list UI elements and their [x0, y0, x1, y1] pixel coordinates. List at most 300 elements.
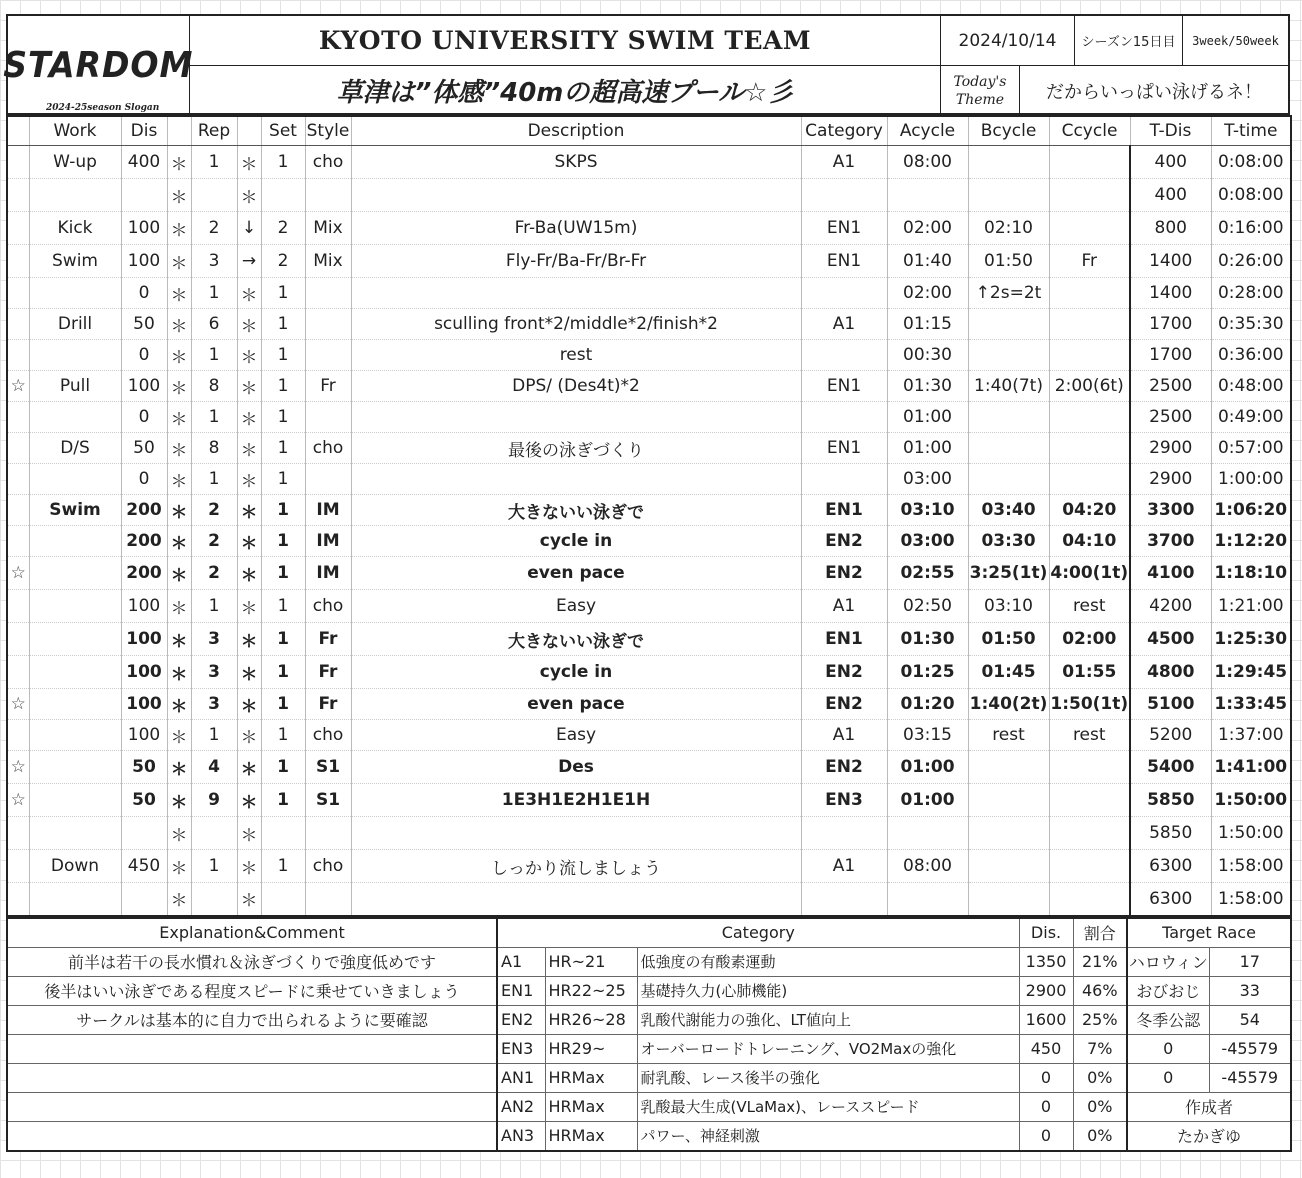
- total-distance-cell[interactable]: 3700: [1130, 526, 1211, 557]
- ccycle-cell[interactable]: [1049, 179, 1130, 212]
- work-cell[interactable]: Pull: [29, 371, 121, 402]
- style-cell[interactable]: S1: [305, 751, 351, 784]
- acycle-cell[interactable]: 01:00: [887, 784, 968, 817]
- dis-cell[interactable]: 100: [121, 212, 167, 245]
- work-cell[interactable]: [29, 557, 121, 590]
- acycle-cell[interactable]: [887, 817, 968, 850]
- style-cell[interactable]: cho: [305, 146, 351, 179]
- ccycle-cell[interactable]: rest: [1049, 720, 1130, 751]
- ccycle-cell[interactable]: 1:50(1t): [1049, 689, 1130, 720]
- description-cell[interactable]: [351, 402, 801, 433]
- bcycle-cell[interactable]: 01:45: [968, 656, 1049, 689]
- total-time-cell[interactable]: 1:33:45: [1211, 689, 1291, 720]
- work-cell[interactable]: [29, 526, 121, 557]
- acycle-cell[interactable]: 02:55: [887, 557, 968, 590]
- category-hr[interactable]: HR26~28: [545, 1005, 637, 1034]
- dis-cell[interactable]: 100: [121, 371, 167, 402]
- category-cell[interactable]: [801, 817, 887, 850]
- dis-cell[interactable]: 0: [121, 464, 167, 495]
- category-ratio[interactable]: 46%: [1073, 976, 1127, 1005]
- total-distance-cell[interactable]: 5850: [1130, 817, 1211, 850]
- work-cell[interactable]: [29, 751, 121, 784]
- rep-cell[interactable]: 3: [191, 656, 237, 689]
- description-cell[interactable]: [351, 278, 801, 309]
- work-cell[interactable]: Swim: [29, 245, 121, 278]
- dis-cell[interactable]: 0: [121, 340, 167, 371]
- total-distance-cell[interactable]: 1400: [1130, 245, 1211, 278]
- category-cell[interactable]: [801, 278, 887, 309]
- bcycle-cell[interactable]: 02:10: [968, 212, 1049, 245]
- dis-cell[interactable]: [121, 817, 167, 850]
- ccycle-cell[interactable]: [1049, 433, 1130, 464]
- description-cell[interactable]: 大きないい泳ぎで: [351, 623, 801, 656]
- bcycle-cell[interactable]: 1:40(2t): [968, 689, 1049, 720]
- category-cell[interactable]: EN3: [801, 784, 887, 817]
- col-set[interactable]: Set: [261, 116, 305, 146]
- bcycle-cell[interactable]: [968, 817, 1049, 850]
- set-cell[interactable]: 1: [261, 751, 305, 784]
- explanation-line[interactable]: [7, 1063, 497, 1092]
- ccycle-cell[interactable]: [1049, 883, 1130, 916]
- work-cell[interactable]: D/S: [29, 433, 121, 464]
- total-time-cell[interactable]: 0:57:00: [1211, 433, 1291, 464]
- style-cell[interactable]: [305, 278, 351, 309]
- total-time-cell[interactable]: 1:29:45: [1211, 656, 1291, 689]
- description-cell[interactable]: cycle in: [351, 656, 801, 689]
- ccycle-cell[interactable]: [1049, 850, 1130, 883]
- total-distance-cell[interactable]: 800: [1130, 212, 1211, 245]
- category-cell[interactable]: EN2: [801, 656, 887, 689]
- explanation-line[interactable]: [7, 1034, 497, 1063]
- dis-cell[interactable]: 100: [121, 245, 167, 278]
- dis-cell[interactable]: 100: [121, 656, 167, 689]
- category-cell[interactable]: [801, 883, 887, 916]
- rep-cell[interactable]: 3: [191, 623, 237, 656]
- rep-cell[interactable]: 8: [191, 371, 237, 402]
- race-name[interactable]: 0: [1127, 1034, 1209, 1063]
- category-code[interactable]: EN3: [497, 1034, 545, 1063]
- set-cell[interactable]: 1: [261, 433, 305, 464]
- category-hr[interactable]: HRMax: [545, 1121, 637, 1151]
- total-distance-cell[interactable]: 6300: [1130, 883, 1211, 916]
- total-time-cell[interactable]: 1:58:00: [1211, 850, 1291, 883]
- category-description[interactable]: 乳酸代謝能力の強化、LT値向上: [637, 1005, 1019, 1034]
- total-distance-cell[interactable]: 4100: [1130, 557, 1211, 590]
- acycle-cell[interactable]: 02:00: [887, 212, 968, 245]
- style-cell[interactable]: Fr: [305, 656, 351, 689]
- ccycle-cell[interactable]: [1049, 402, 1130, 433]
- total-distance-cell[interactable]: 2900: [1130, 433, 1211, 464]
- ccycle-cell[interactable]: 04:20: [1049, 495, 1130, 526]
- total-time-cell[interactable]: 0:08:00: [1211, 146, 1291, 179]
- set-cell[interactable]: 2: [261, 245, 305, 278]
- bcycle-cell[interactable]: 03:40: [968, 495, 1049, 526]
- description-cell[interactable]: [351, 464, 801, 495]
- rep-cell[interactable]: 3: [191, 689, 237, 720]
- category-cell[interactable]: EN1: [801, 245, 887, 278]
- race-days-left[interactable]: -45579: [1209, 1034, 1291, 1063]
- work-cell[interactable]: Kick: [29, 212, 121, 245]
- rep-cell[interactable]: 4: [191, 751, 237, 784]
- style-cell[interactable]: [305, 179, 351, 212]
- category-distance[interactable]: 0: [1019, 1121, 1073, 1151]
- bcycle-cell[interactable]: 1:40(7t): [968, 371, 1049, 402]
- col-tdis[interactable]: T-Dis: [1130, 116, 1211, 146]
- category-cell[interactable]: EN2: [801, 751, 887, 784]
- category-code[interactable]: AN2: [497, 1092, 545, 1121]
- category-cell[interactable]: EN2: [801, 689, 887, 720]
- category-cell[interactable]: [801, 340, 887, 371]
- category-cell[interactable]: [801, 179, 887, 212]
- style-cell[interactable]: [305, 883, 351, 916]
- work-cell[interactable]: [29, 689, 121, 720]
- description-cell[interactable]: rest: [351, 340, 801, 371]
- total-time-cell[interactable]: 0:48:00: [1211, 371, 1291, 402]
- category-ratio[interactable]: 0%: [1073, 1121, 1127, 1151]
- bcycle-cell[interactable]: [968, 340, 1049, 371]
- dis-cell[interactable]: 200: [121, 526, 167, 557]
- total-time-cell[interactable]: 1:00:00: [1211, 464, 1291, 495]
- style-cell[interactable]: Fr: [305, 689, 351, 720]
- style-cell[interactable]: cho: [305, 850, 351, 883]
- description-cell[interactable]: Fr-Ba(UW15m): [351, 212, 801, 245]
- rep-cell[interactable]: [191, 883, 237, 916]
- set-cell[interactable]: [261, 883, 305, 916]
- description-cell[interactable]: [351, 179, 801, 212]
- work-cell[interactable]: Swim: [29, 495, 121, 526]
- category-distance[interactable]: 1600: [1019, 1005, 1073, 1034]
- bcycle-cell[interactable]: [968, 464, 1049, 495]
- rep-cell[interactable]: [191, 179, 237, 212]
- dis-cell[interactable]: 100: [121, 720, 167, 751]
- ccycle-cell[interactable]: 04:10: [1049, 526, 1130, 557]
- date-cell[interactable]: 2024/10/14: [940, 16, 1074, 66]
- category-distance[interactable]: 1350: [1019, 947, 1073, 976]
- total-time-cell[interactable]: 1:50:00: [1211, 784, 1291, 817]
- rep-cell[interactable]: 1: [191, 278, 237, 309]
- category-cell[interactable]: EN2: [801, 526, 887, 557]
- race-name[interactable]: おびおじ: [1127, 976, 1209, 1005]
- acycle-cell[interactable]: 03:10: [887, 495, 968, 526]
- bcycle-cell[interactable]: [968, 751, 1049, 784]
- set-cell[interactable]: 1: [261, 720, 305, 751]
- description-cell[interactable]: しっかり流しましょう: [351, 850, 801, 883]
- category-cell[interactable]: A1: [801, 720, 887, 751]
- style-cell[interactable]: cho: [305, 590, 351, 623]
- set-cell[interactable]: 1: [261, 590, 305, 623]
- dis-cell[interactable]: 50: [121, 309, 167, 340]
- category-code[interactable]: EN1: [497, 976, 545, 1005]
- set-cell[interactable]: 1: [261, 146, 305, 179]
- ccycle-cell[interactable]: 02:00: [1049, 623, 1130, 656]
- work-cell[interactable]: W-up: [29, 146, 121, 179]
- rep-cell[interactable]: 2: [191, 557, 237, 590]
- ccycle-cell[interactable]: [1049, 817, 1130, 850]
- col-ttime[interactable]: T-time: [1211, 116, 1291, 146]
- category-code[interactable]: EN2: [497, 1005, 545, 1034]
- bcycle-cell[interactable]: [968, 309, 1049, 340]
- description-cell[interactable]: sculling front*2/middle*2/finish*2: [351, 309, 801, 340]
- acycle-cell[interactable]: [887, 179, 968, 212]
- category-cell[interactable]: A1: [801, 850, 887, 883]
- acycle-cell[interactable]: 00:30: [887, 340, 968, 371]
- ccycle-cell[interactable]: [1049, 784, 1130, 817]
- total-distance-cell[interactable]: 2500: [1130, 402, 1211, 433]
- description-cell[interactable]: [351, 817, 801, 850]
- work-cell[interactable]: [29, 278, 121, 309]
- race-days-left[interactable]: 33: [1209, 976, 1291, 1005]
- set-cell[interactable]: 1: [261, 371, 305, 402]
- work-cell[interactable]: [29, 656, 121, 689]
- acycle-cell[interactable]: 01:20: [887, 689, 968, 720]
- style-cell[interactable]: Fr: [305, 371, 351, 402]
- rep-cell[interactable]: 1: [191, 464, 237, 495]
- total-distance-cell[interactable]: 5850: [1130, 784, 1211, 817]
- description-cell[interactable]: 大きないい泳ぎで: [351, 495, 801, 526]
- category-description[interactable]: 耐乳酸、レース後半の強化: [637, 1063, 1019, 1092]
- set-cell[interactable]: 1: [261, 689, 305, 720]
- category-cell[interactable]: [801, 464, 887, 495]
- total-distance-cell[interactable]: 5400: [1130, 751, 1211, 784]
- category-cell[interactable]: EN1: [801, 371, 887, 402]
- race-days-left[interactable]: 54: [1209, 1005, 1291, 1034]
- category-ratio[interactable]: 7%: [1073, 1034, 1127, 1063]
- description-cell[interactable]: Fly-Fr/Ba-Fr/Br-Fr: [351, 245, 801, 278]
- set-cell[interactable]: 1: [261, 340, 305, 371]
- acycle-cell[interactable]: 01:00: [887, 751, 968, 784]
- category-hr[interactable]: HRMax: [545, 1092, 637, 1121]
- category-cell[interactable]: A1: [801, 146, 887, 179]
- explanation-line[interactable]: 前半は若干の長水慣れ＆泳ぎづくりで強度低めです: [7, 947, 497, 976]
- rep-cell[interactable]: 1: [191, 340, 237, 371]
- category-ratio[interactable]: 25%: [1073, 1005, 1127, 1034]
- dis-cell[interactable]: 200: [121, 557, 167, 590]
- description-cell[interactable]: even pace: [351, 557, 801, 590]
- rep-cell[interactable]: 2: [191, 495, 237, 526]
- rep-cell[interactable]: 1: [191, 402, 237, 433]
- total-time-cell[interactable]: 1:21:00: [1211, 590, 1291, 623]
- work-cell[interactable]: [29, 883, 121, 916]
- race-name[interactable]: 0: [1127, 1063, 1209, 1092]
- set-cell[interactable]: 1: [261, 526, 305, 557]
- style-cell[interactable]: IM: [305, 557, 351, 590]
- style-cell[interactable]: [305, 817, 351, 850]
- description-cell[interactable]: DPS/ (Des4t)*2: [351, 371, 801, 402]
- rep-cell[interactable]: 2: [191, 212, 237, 245]
- bcycle-cell[interactable]: [968, 146, 1049, 179]
- category-code[interactable]: A1: [497, 947, 545, 976]
- total-distance-cell[interactable]: 400: [1130, 179, 1211, 212]
- ccycle-cell[interactable]: rest: [1049, 590, 1130, 623]
- race-days-left[interactable]: -45579: [1209, 1063, 1291, 1092]
- category-description[interactable]: オーバーロードトレーニング、VO2Maxの強化: [637, 1034, 1019, 1063]
- style-cell[interactable]: cho: [305, 433, 351, 464]
- bcycle-cell[interactable]: 03:30: [968, 526, 1049, 557]
- acycle-cell[interactable]: [887, 883, 968, 916]
- set-cell[interactable]: 1: [261, 784, 305, 817]
- dis-cell[interactable]: 100: [121, 590, 167, 623]
- set-cell[interactable]: 1: [261, 623, 305, 656]
- set-cell[interactable]: 1: [261, 464, 305, 495]
- description-cell[interactable]: Easy: [351, 590, 801, 623]
- col-rep[interactable]: Rep: [191, 116, 237, 146]
- col-bcycle[interactable]: Bcycle: [968, 116, 1049, 146]
- total-distance-cell[interactable]: 2500: [1130, 371, 1211, 402]
- ccycle-cell[interactable]: [1049, 278, 1130, 309]
- acycle-cell[interactable]: 08:00: [887, 146, 968, 179]
- explanation-line[interactable]: 後半はいい泳ぎである程度スピードに乗せていきましょう: [7, 976, 497, 1005]
- total-time-cell[interactable]: 1:41:00: [1211, 751, 1291, 784]
- rep-cell[interactable]: 1: [191, 590, 237, 623]
- bcycle-cell[interactable]: [968, 402, 1049, 433]
- dis-cell[interactable]: 450: [121, 850, 167, 883]
- dis-cell[interactable]: [121, 883, 167, 916]
- work-cell[interactable]: [29, 179, 121, 212]
- set-cell[interactable]: 1: [261, 557, 305, 590]
- col-acycle[interactable]: Acycle: [887, 116, 968, 146]
- category-cell[interactable]: A1: [801, 590, 887, 623]
- acycle-cell[interactable]: 01:30: [887, 371, 968, 402]
- style-cell[interactable]: IM: [305, 495, 351, 526]
- dis-cell[interactable]: 0: [121, 278, 167, 309]
- ccycle-cell[interactable]: [1049, 212, 1130, 245]
- col-dis[interactable]: Dis: [121, 116, 167, 146]
- season-day-cell[interactable]: シーズン15日目: [1074, 16, 1182, 66]
- acycle-cell[interactable]: 01:30: [887, 623, 968, 656]
- ccycle-cell[interactable]: 2:00(6t): [1049, 371, 1130, 402]
- ccycle-cell[interactable]: [1049, 146, 1130, 179]
- set-cell[interactable]: 2: [261, 212, 305, 245]
- description-cell[interactable]: [351, 883, 801, 916]
- dis-cell[interactable]: 50: [121, 433, 167, 464]
- ccycle-cell[interactable]: [1049, 464, 1130, 495]
- race-name[interactable]: ハロウィン: [1127, 947, 1209, 976]
- work-cell[interactable]: [29, 402, 121, 433]
- bcycle-cell[interactable]: 01:50: [968, 245, 1049, 278]
- total-time-cell[interactable]: 1:50:00: [1211, 817, 1291, 850]
- total-time-cell[interactable]: 1:12:20: [1211, 526, 1291, 557]
- total-distance-cell[interactable]: 6300: [1130, 850, 1211, 883]
- explanation-line[interactable]: [7, 1092, 497, 1121]
- acycle-cell[interactable]: 01:25: [887, 656, 968, 689]
- total-distance-cell[interactable]: 5100: [1130, 689, 1211, 720]
- set-cell[interactable]: [261, 817, 305, 850]
- work-cell[interactable]: [29, 464, 121, 495]
- dis-cell[interactable]: 200: [121, 495, 167, 526]
- rep-cell[interactable]: 8: [191, 433, 237, 464]
- category-code[interactable]: AN1: [497, 1063, 545, 1092]
- total-time-cell[interactable]: 1:06:20: [1211, 495, 1291, 526]
- total-time-cell[interactable]: 0:28:00: [1211, 278, 1291, 309]
- work-cell[interactable]: [29, 340, 121, 371]
- set-cell[interactable]: 1: [261, 495, 305, 526]
- bcycle-cell[interactable]: 3:25(1t): [968, 557, 1049, 590]
- total-time-cell[interactable]: 1:37:00: [1211, 720, 1291, 751]
- rep-cell[interactable]: 1: [191, 146, 237, 179]
- category-hr[interactable]: HR~21: [545, 947, 637, 976]
- ccycle-cell[interactable]: [1049, 751, 1130, 784]
- total-distance-cell[interactable]: 4500: [1130, 623, 1211, 656]
- acycle-cell[interactable]: 08:00: [887, 850, 968, 883]
- bcycle-cell[interactable]: ↑2s=2t: [968, 278, 1049, 309]
- style-cell[interactable]: [305, 309, 351, 340]
- total-distance-cell[interactable]: 4800: [1130, 656, 1211, 689]
- category-hr[interactable]: HR22~25: [545, 976, 637, 1005]
- total-time-cell[interactable]: 0:35:30: [1211, 309, 1291, 340]
- category-ratio[interactable]: 0%: [1073, 1063, 1127, 1092]
- dis-cell[interactable]: 400: [121, 146, 167, 179]
- rep-cell[interactable]: 3: [191, 245, 237, 278]
- bcycle-cell[interactable]: [968, 883, 1049, 916]
- total-time-cell[interactable]: 0:16:00: [1211, 212, 1291, 245]
- col-description[interactable]: Description: [351, 116, 801, 146]
- dis-cell[interactable]: 100: [121, 623, 167, 656]
- style-cell[interactable]: [305, 340, 351, 371]
- description-cell[interactable]: Easy: [351, 720, 801, 751]
- style-cell[interactable]: [305, 464, 351, 495]
- work-cell[interactable]: [29, 784, 121, 817]
- acycle-cell[interactable]: 01:00: [887, 402, 968, 433]
- set-cell[interactable]: 1: [261, 402, 305, 433]
- category-cell[interactable]: EN1: [801, 495, 887, 526]
- work-cell[interactable]: Down: [29, 850, 121, 883]
- category-cell[interactable]: EN1: [801, 623, 887, 656]
- work-cell[interactable]: [29, 590, 121, 623]
- category-cell[interactable]: A1: [801, 309, 887, 340]
- total-distance-cell[interactable]: 2900: [1130, 464, 1211, 495]
- dis-cell[interactable]: 50: [121, 784, 167, 817]
- ccycle-cell[interactable]: Fr: [1049, 245, 1130, 278]
- col-category[interactable]: Category: [801, 116, 887, 146]
- category-ratio[interactable]: 0%: [1073, 1092, 1127, 1121]
- set-cell[interactable]: 1: [261, 278, 305, 309]
- category-description[interactable]: パワー、神経刺激: [637, 1121, 1019, 1151]
- acycle-cell[interactable]: 02:50: [887, 590, 968, 623]
- total-distance-cell[interactable]: 400: [1130, 146, 1211, 179]
- total-distance-cell[interactable]: 1400: [1130, 278, 1211, 309]
- total-distance-cell[interactable]: 5200: [1130, 720, 1211, 751]
- acycle-cell[interactable]: 03:00: [887, 526, 968, 557]
- race-name[interactable]: 冬季公認: [1127, 1005, 1209, 1034]
- set-cell[interactable]: 1: [261, 656, 305, 689]
- acycle-cell[interactable]: 03:00: [887, 464, 968, 495]
- description-cell[interactable]: even pace: [351, 689, 801, 720]
- acycle-cell[interactable]: 02:00: [887, 278, 968, 309]
- bcycle-cell[interactable]: [968, 179, 1049, 212]
- theme-text[interactable]: だからいっぱい泳げるネ！: [1046, 81, 1262, 103]
- dis-cell[interactable]: 100: [121, 689, 167, 720]
- col-work[interactable]: Work: [29, 116, 121, 146]
- category-distance[interactable]: 2900: [1019, 976, 1073, 1005]
- dis-cell[interactable]: 0: [121, 402, 167, 433]
- description-cell[interactable]: 1E3H1E2H1E1H: [351, 784, 801, 817]
- description-cell[interactable]: SKPS: [351, 146, 801, 179]
- acycle-cell[interactable]: 01:40: [887, 245, 968, 278]
- total-time-cell[interactable]: 1:58:00: [1211, 883, 1291, 916]
- col-ccycle[interactable]: Ccycle: [1049, 116, 1130, 146]
- bcycle-cell[interactable]: rest: [968, 720, 1049, 751]
- bcycle-cell[interactable]: [968, 850, 1049, 883]
- explanation-line[interactable]: [7, 1121, 497, 1151]
- ccycle-cell[interactable]: 4:00(1t): [1049, 557, 1130, 590]
- rep-cell[interactable]: 9: [191, 784, 237, 817]
- style-cell[interactable]: IM: [305, 526, 351, 557]
- work-cell[interactable]: [29, 720, 121, 751]
- work-cell[interactable]: [29, 623, 121, 656]
- style-cell[interactable]: [305, 402, 351, 433]
- category-cell[interactable]: EN1: [801, 433, 887, 464]
- total-time-cell[interactable]: 0:36:00: [1211, 340, 1291, 371]
